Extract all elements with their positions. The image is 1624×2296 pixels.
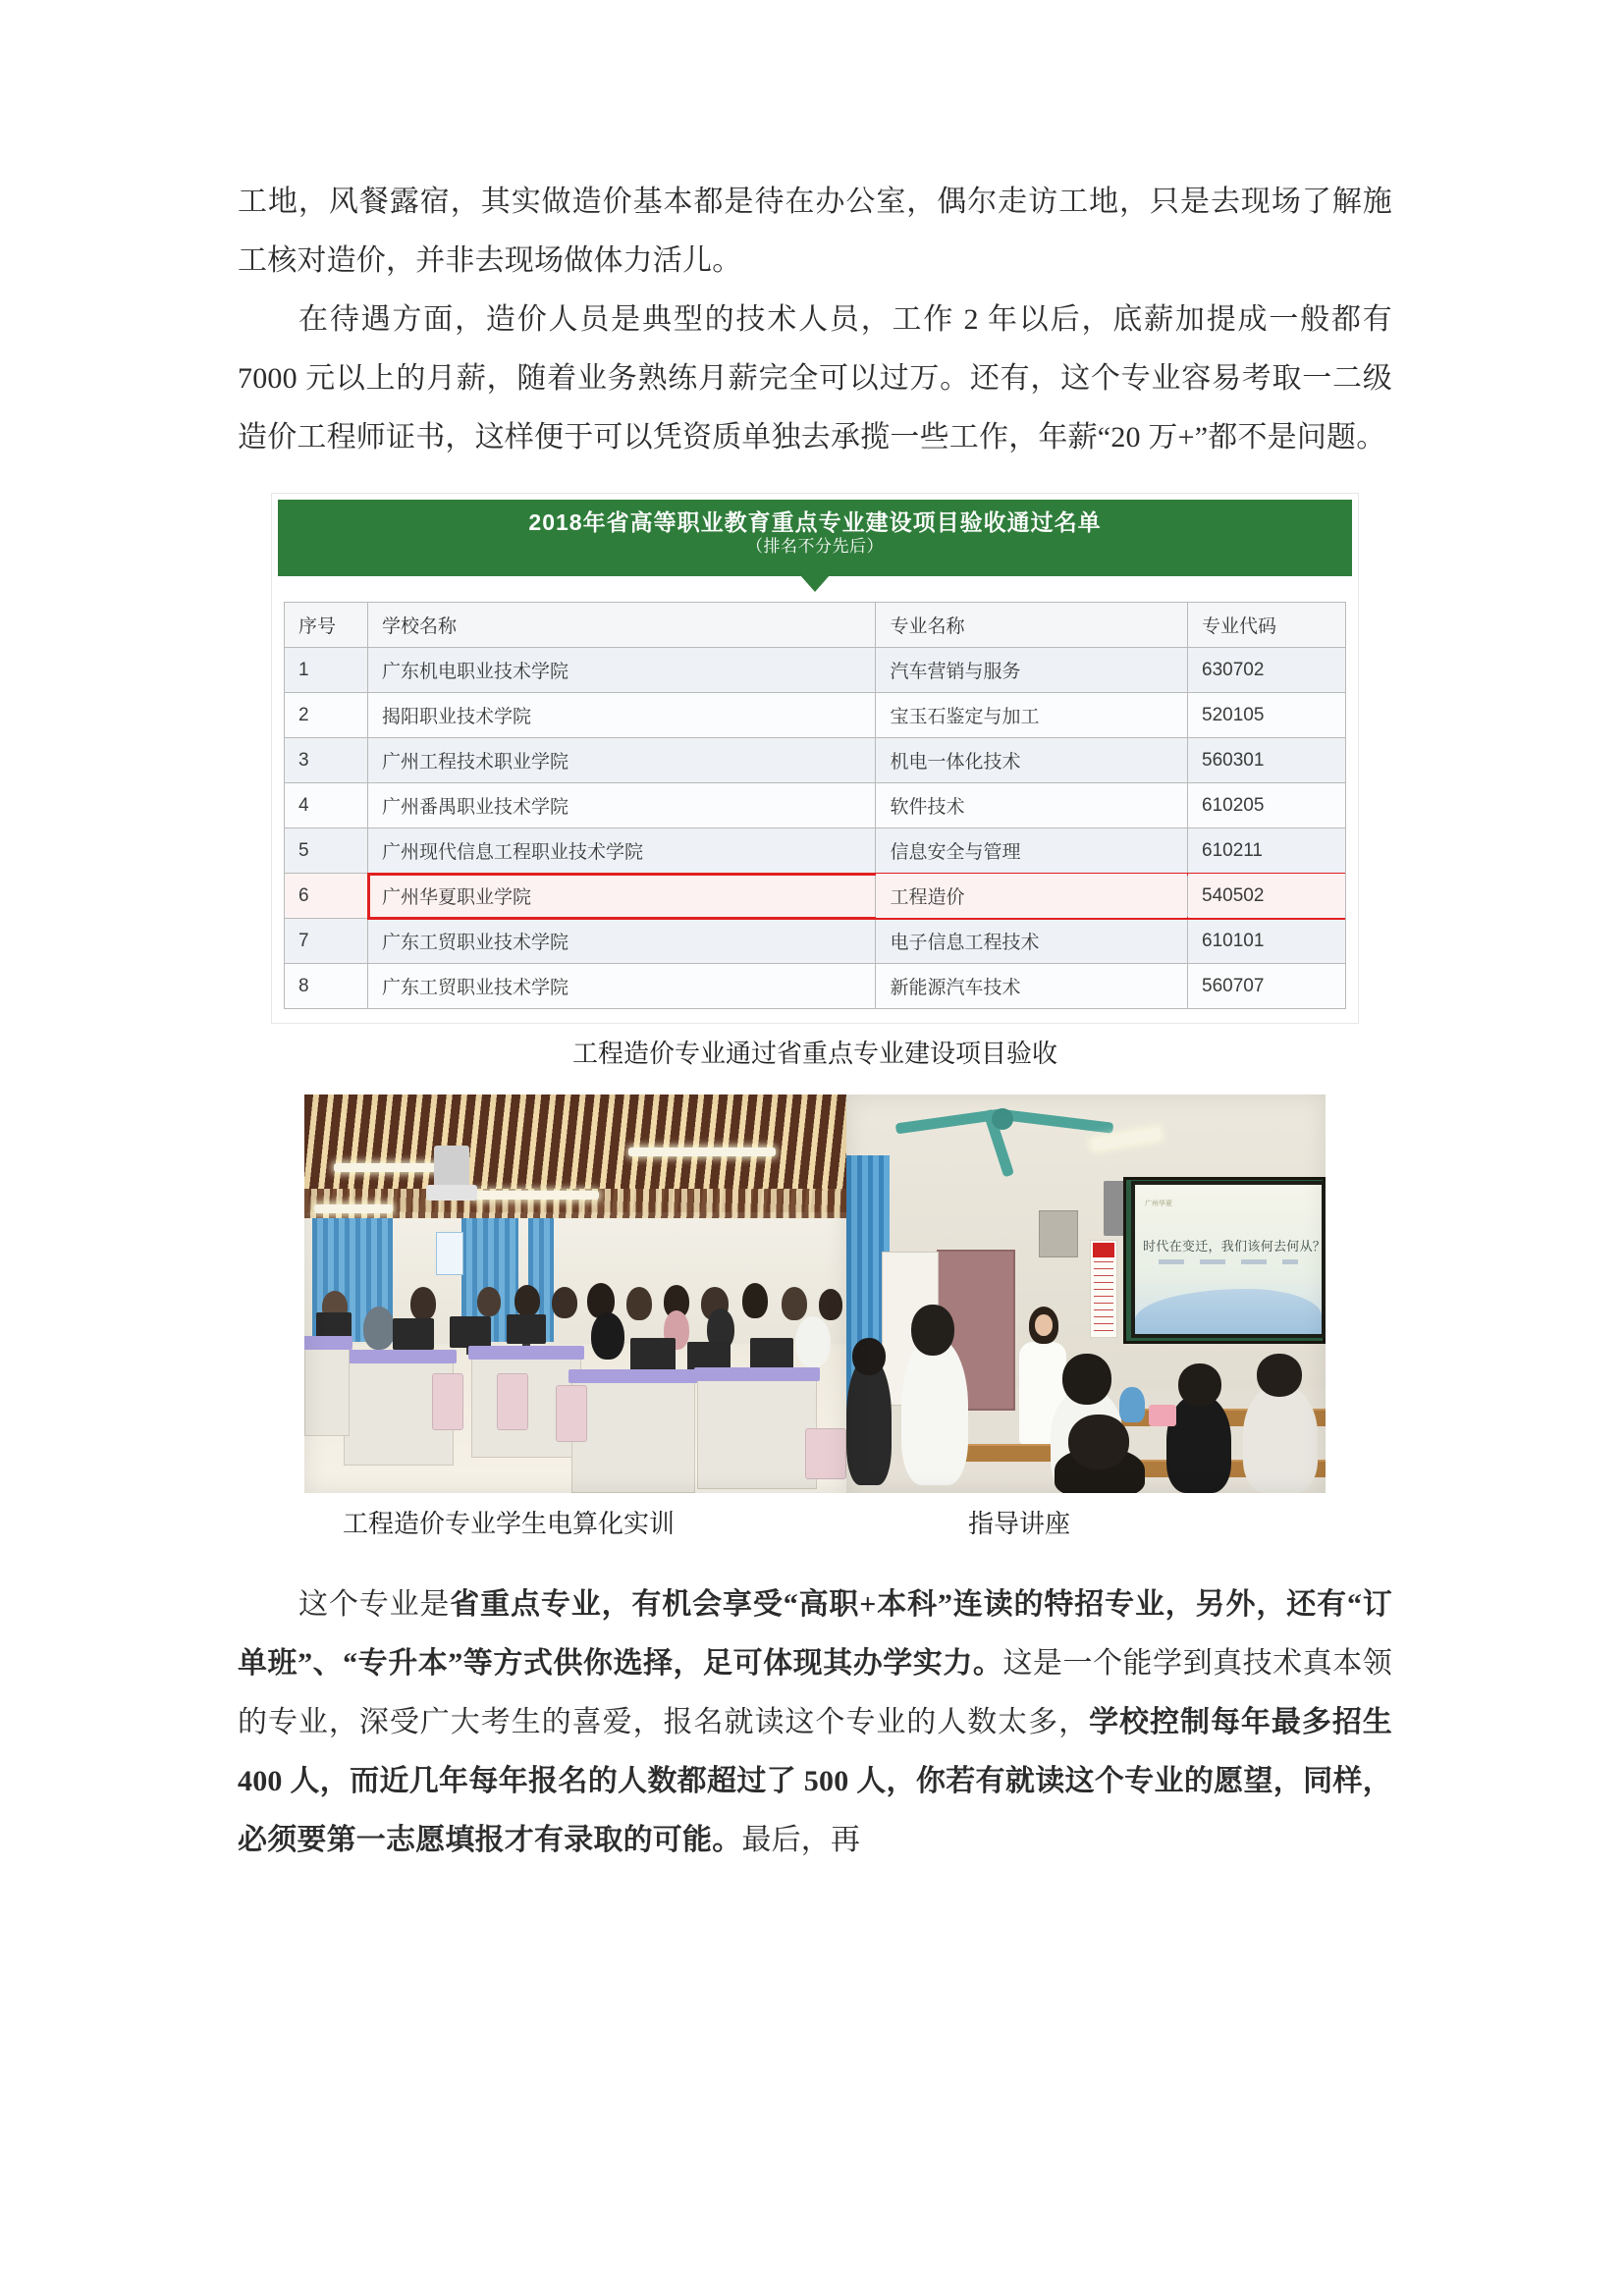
slide-logo: 广州华夏: [1145, 1201, 1172, 1207]
student-silhouette: [742, 1283, 768, 1318]
ranking-banner-title: 2018年省高等职业教育重点专业建设项目验收通过名单: [528, 509, 1102, 535]
paragraph-3-segment-4: 最后，再: [741, 1824, 861, 1856]
ranking-table-caption: 工程造价专业通过省重点专业建设项目验收: [571, 1040, 1057, 1068]
column-header-major: 专业名称: [876, 603, 1188, 648]
wall-junction-box: [1039, 1210, 1078, 1257]
monitor: [393, 1318, 434, 1350]
left-photo-caption: 工程造价专业学生电算化实训: [342, 1510, 675, 1538]
paragraph-1: 工地，风餐露宿，其实做造价基本都是待在办公室，偶尔走访工地，只是去现场了解施工核对造价，并非去现场做体力活儿。: [238, 186, 1392, 277]
student-silhouette: [819, 1289, 842, 1320]
monitor: [750, 1338, 793, 1371]
cell-major: 汽车营销与服务: [876, 648, 1188, 693]
ranking-table-card: [271, 493, 1359, 1024]
paragraph-3-segment-0: 这个专业是: [298, 1588, 451, 1621]
lab-desk: [304, 1348, 350, 1436]
cell-index: 2: [285, 693, 368, 738]
cell-code: 560707: [1188, 964, 1346, 1009]
cell-index: 8: [285, 964, 368, 1009]
cell-school: 广州华夏职业学院: [368, 874, 876, 919]
ceiling-light: [471, 1191, 599, 1200]
computer-lab-photo: [304, 1095, 846, 1493]
audience-member-head: [852, 1338, 886, 1375]
ceiling-light: [314, 1204, 393, 1213]
flag-icon: [1093, 1243, 1114, 1257]
wall-poster: [436, 1232, 463, 1275]
table-row: [285, 738, 1346, 783]
audience-member-head: [1257, 1354, 1302, 1397]
ceiling-fan-hub: [992, 1108, 1013, 1130]
paragraph-3-segment-1: 省重点专业，有机会享受“高职+本科”连读的特招专业，另外，还有“订单班”、“专升本”等方式供你选择，足可体现其办学实力。: [238, 1588, 1393, 1680]
audience-member-head: [1062, 1354, 1111, 1405]
cell-major: 宝玉石鉴定与加工: [876, 693, 1188, 738]
cell-code: 630702: [1188, 648, 1346, 693]
cell-index: 5: [285, 828, 368, 874]
lab-chair: [805, 1428, 846, 1479]
column-header-school: 学校名称: [368, 603, 876, 648]
cell-index: 7: [285, 919, 368, 964]
cell-major: 软件技术: [876, 783, 1188, 828]
lab-desk: [571, 1381, 695, 1493]
pink-sign: [1149, 1405, 1176, 1426]
table-header-row: [285, 603, 1346, 648]
column-header-code: 专业代码: [1188, 603, 1346, 648]
page-content: [238, 173, 1392, 1870]
slide-graphic: [1135, 1289, 1322, 1334]
student-silhouette: [477, 1287, 501, 1316]
monitor: [507, 1314, 546, 1344]
lab-chair: [432, 1373, 463, 1430]
paragraph-3-segment-3: 学校控制每年最多招生 400 人，而近几年每年报名的人数都超过了 500 人，你若有就读这个专业的愿望，同样，必须要第一志愿填报才有录取的可能。: [238, 1706, 1392, 1856]
wall-speaker: [1104, 1181, 1125, 1236]
ceiling-light: [628, 1148, 776, 1156]
cell-index: 4: [285, 783, 368, 828]
monitor: [630, 1338, 676, 1371]
cell-index: 1: [285, 648, 368, 693]
student-silhouette: [795, 1316, 831, 1367]
cell-major: 新能源汽车技术: [876, 964, 1188, 1009]
slide-subtitle-bars: [1159, 1259, 1298, 1264]
photo-row: [238, 1095, 1392, 1493]
student-silhouette: [514, 1285, 540, 1316]
cell-code: 610205: [1188, 783, 1346, 828]
table-row: [285, 964, 1346, 1009]
cell-school: 揭阳职业技术学院: [368, 693, 876, 738]
cell-major: 电子信息工程技术: [876, 919, 1188, 964]
table-row: [285, 828, 1346, 874]
student-silhouette: [552, 1287, 577, 1318]
table-row: [285, 648, 1346, 693]
ranking-table-body: [285, 648, 1346, 1009]
banner-arrow-icon: [800, 575, 830, 592]
slide-title: 时代在变迁，我们该何去何从？: [1143, 1239, 1326, 1254]
student-silhouette: [626, 1287, 652, 1320]
cell-code: 610211: [1188, 828, 1346, 874]
ranking-table: [284, 602, 1346, 1009]
ranking-banner-subtitle: （排名不分先后）: [746, 537, 884, 556]
water-bottle: [1119, 1387, 1145, 1422]
table-row: [285, 874, 1346, 919]
cell-index: 3: [285, 738, 368, 783]
projection-screen: [1131, 1181, 1326, 1338]
audience-member-head: [1068, 1415, 1129, 1469]
table-row: [285, 693, 1346, 738]
lab-chair: [497, 1373, 528, 1430]
cell-school: 广东工贸职业技术学院: [368, 919, 876, 964]
cell-school: 广州现代信息工程职业技术学院: [368, 828, 876, 874]
projector-icon: [434, 1146, 469, 1191]
lab-chair: [556, 1385, 587, 1442]
right-photo-caption: 指导讲座: [967, 1510, 1070, 1538]
cell-major: 工程造价: [876, 874, 1188, 919]
audience-member: [846, 1358, 892, 1485]
paragraph-2: 在待遇方面，造价人员是典型的技术人员，工作 2 年以后，底薪加提成一般都有 7000 元以上的月薪，随着业务熟练月薪完全可以过万。还有，这个专业容易考取一二级造价工程师证书，这样便于可以凭资质单独去承揽一些工作，年薪“20 万+”都不是问题。: [238, 303, 1392, 454]
presenter-face: [1035, 1314, 1053, 1336]
paragraph-3-segment-2: 这是一个能学到真技术真本领的专业，深受广大考生的喜爱，报名就读这个专业的人数太多，: [238, 1647, 1392, 1738]
cell-school: 广东机电职业技术学院: [368, 648, 876, 693]
monitor: [450, 1316, 491, 1348]
monitor: [316, 1312, 352, 1338]
audience-member: [1243, 1385, 1318, 1493]
ranking-banner: [278, 500, 1352, 576]
cell-code: 520105: [1188, 693, 1346, 738]
cell-code: 610101: [1188, 919, 1346, 964]
notice-text-lines: [1094, 1261, 1113, 1334]
cell-code: 560301: [1188, 738, 1346, 783]
cell-major: 机电一体化技术: [876, 738, 1188, 783]
ranking-table-figure: [271, 493, 1359, 1075]
table-row: [285, 919, 1346, 964]
lab-desk: [697, 1379, 817, 1489]
photo-captions: [238, 1505, 1392, 1544]
paragraph-3: [238, 1575, 1392, 1870]
cell-code: 540502: [1188, 874, 1346, 919]
table-row: [285, 783, 1346, 828]
student-silhouette: [591, 1312, 624, 1360]
cell-school: 广州工程技术职业学院: [368, 738, 876, 783]
audience-member: [901, 1338, 968, 1485]
guidance-lecture-photo: [846, 1095, 1326, 1493]
student-silhouette: [782, 1287, 807, 1320]
student-silhouette: [410, 1287, 436, 1320]
cell-school: 广东工贸职业技术学院: [368, 964, 876, 1009]
column-header-index: 序号: [285, 603, 368, 648]
audience-member-head: [1178, 1363, 1221, 1407]
audience-member-head: [911, 1305, 954, 1356]
cell-index: 6: [285, 874, 368, 919]
wall-notice-panel: [1090, 1240, 1117, 1338]
cell-major: 信息安全与管理: [876, 828, 1188, 874]
cell-school: 广州番禺职业技术学院: [368, 783, 876, 828]
student-silhouette: [363, 1307, 395, 1350]
